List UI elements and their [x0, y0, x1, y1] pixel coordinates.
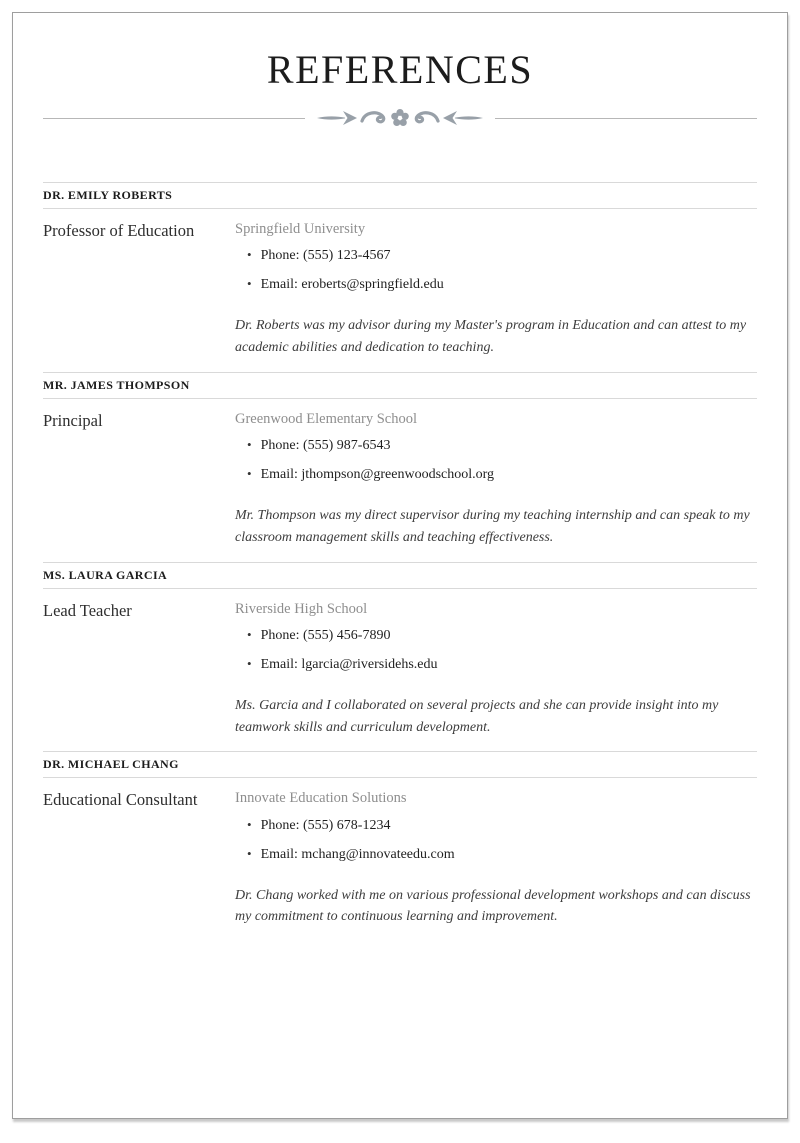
bullet-icon: •	[247, 437, 252, 453]
bullet-icon: •	[247, 466, 252, 482]
bullet-icon: •	[247, 655, 252, 671]
reference-note: Dr. Chang worked with me on various professional development workshops and can discuss my commitment to continuous learning and improvement.	[235, 887, 751, 925]
contact-text: Phone: (555) 678-1234	[260, 817, 391, 833]
reference-right-column	[235, 601, 757, 739]
rosette-flower-icon	[391, 109, 409, 126]
job-title: Lead Teacher	[43, 600, 132, 620]
contact-item-email	[247, 846, 757, 863]
document-page	[12, 12, 788, 1119]
reference-section	[43, 562, 757, 739]
job-title: Professor of Education	[43, 221, 195, 240]
reference-left-column	[43, 221, 235, 359]
bullet-icon: •	[247, 276, 252, 292]
ornamental-divider	[43, 107, 757, 129]
reference-body	[43, 589, 757, 739]
reference-left-column	[43, 601, 235, 739]
contact-item-email	[247, 466, 757, 483]
organization: Springfield University	[235, 221, 366, 237]
reference-note: Ms. Garcia and I collaborated on several projects and she can provide insight into my teamwork skills and curriculum development.	[235, 697, 719, 735]
reference-heading-band	[43, 182, 757, 209]
reference-left-column	[43, 790, 235, 928]
reference-heading-band	[43, 372, 757, 399]
reference-heading-band	[43, 751, 757, 778]
bullet-icon: •	[247, 845, 252, 861]
organization: Innovate Education Solutions	[235, 790, 407, 807]
reference-section	[43, 182, 757, 359]
contact-list	[235, 817, 757, 863]
contact-item-phone	[247, 437, 757, 454]
reference-note: Dr. Roberts was my advisor during my Master's program in Education and can attest to my academic abilities and dedication to teaching.	[235, 318, 747, 356]
reference-section	[43, 751, 757, 928]
contact-list	[235, 437, 757, 483]
bullet-icon: •	[247, 247, 252, 263]
reference-section	[43, 372, 757, 549]
contact-list	[235, 627, 757, 673]
reference-heading-band	[43, 562, 757, 589]
flourish-ornament-icon	[315, 107, 485, 129]
contact-text: Phone: (555) 456-7890	[260, 627, 391, 643]
reference-left-column	[43, 411, 235, 549]
reference-name: MS. LAURA GARCIA	[43, 567, 168, 582]
contact-text: Email: jthompson@greenwoodschool.org	[260, 467, 495, 483]
bullet-icon: •	[247, 816, 252, 832]
references-list	[43, 182, 757, 928]
job-title: Educational Consultant	[43, 790, 198, 810]
contact-text: Email: lgarcia@riversidehs.edu	[260, 656, 438, 672]
contact-item-email	[247, 276, 757, 293]
reference-name: MR. JAMES THOMPSON	[43, 377, 190, 392]
page-title: REFERENCES	[266, 47, 534, 92]
reference-body	[43, 399, 757, 549]
contact-item-phone	[247, 817, 757, 834]
contact-list	[235, 247, 757, 293]
reference-body	[43, 209, 757, 359]
organization: Greenwood Elementary School	[235, 410, 418, 427]
reference-name: DR. EMILY ROBERTS	[43, 188, 173, 202]
contact-item-email	[247, 656, 757, 673]
reference-right-column	[235, 221, 757, 359]
reference-right-column	[235, 790, 757, 928]
reference-right-column	[235, 411, 757, 549]
contact-text: Email: mchang@innovateedu.com	[260, 846, 455, 862]
bullet-icon: •	[247, 626, 252, 642]
document-header	[43, 47, 757, 129]
job-title: Principal	[43, 410, 103, 430]
contact-item-phone	[247, 247, 757, 264]
reference-note: Mr. Thompson was my direct supervisor during my teaching internship and can speak to my classroom management skills and teaching effectiveness.	[235, 508, 750, 545]
divider-line-left	[43, 118, 305, 119]
contact-text: Phone: (555) 987-6543	[260, 438, 391, 454]
divider-line-right	[495, 118, 757, 119]
organization: Riverside High School	[235, 600, 368, 617]
contact-item-phone	[247, 627, 757, 644]
contact-text: Phone: (555) 123-4567	[260, 248, 391, 264]
contact-text: Email: eroberts@springfield.edu	[260, 277, 444, 293]
reference-body	[43, 778, 757, 928]
reference-name: DR. MICHAEL CHANG	[43, 757, 179, 772]
